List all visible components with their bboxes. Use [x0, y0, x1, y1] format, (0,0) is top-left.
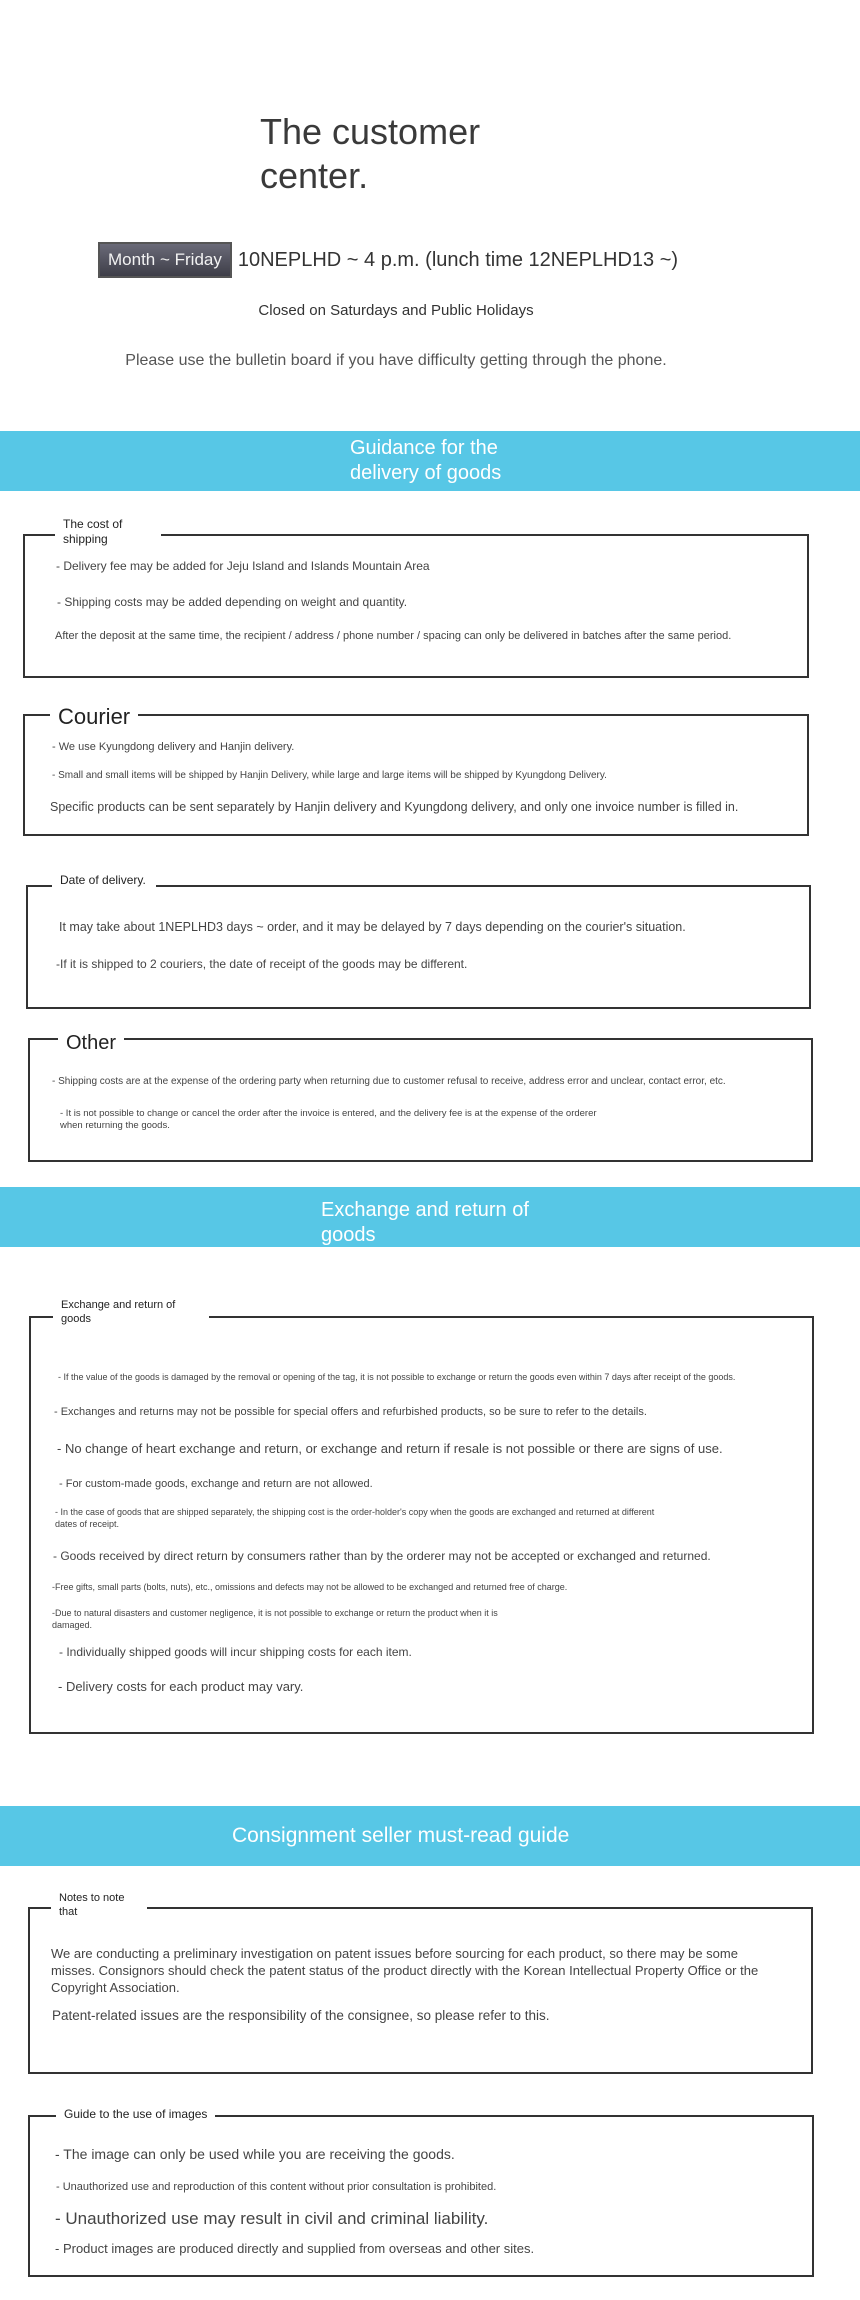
cost-line-3: After the deposit at the same time, the recipient / address / phone number / spacing can only be delivered in batches after the same period.: [55, 630, 732, 642]
exchange-label: Exchange and return of goods: [53, 1298, 209, 1326]
delivery-date-box: [26, 885, 811, 1009]
hours-text: 10NEPLHD ~ 4 p.m. (lunch time 12NEPLHD13 ~): [237, 248, 679, 271]
delivery-date-label: Date of delivery.: [52, 873, 156, 888]
exchange-line-7: -Free gifts, small parts (bolts, nuts), etc., omissions and defects may not be allowed to be exchanged and returned free of charge.: [52, 1582, 568, 1592]
exchange-line-4: - For custom-made goods, exchange and return are not allowed.: [59, 1478, 373, 1490]
notes-line-1: We are conducting a preliminary investigation on patent issues before sourcing for each product, so there may be some misses. Consignors should check the patent status of the product directly with the Korean Intellectual Property Office or the Copyright Association.: [51, 1946, 759, 1995]
exchange-line-9: - Individually shipped goods will incur shipping costs for each item.: [59, 1645, 412, 1659]
date-line-1: It may take about 1NEPLHD3 days ~ order, and it may be delayed by 7 days depending on the courier's situation.: [59, 920, 686, 934]
exchange-line-6: - Goods received by direct return by consumers rather than by the orderer may not be accepted or exchanged and returned.: [53, 1549, 711, 1563]
page-title: The customer center.: [260, 111, 481, 196]
delivery-banner: [0, 431, 860, 491]
images-line-3: - Unauthorized use may result in civil and criminal liability.: [55, 2209, 489, 2228]
other-line-2: - It is not possible to change or cancel the order after the invoice is entered, and the delivery fee is at the expense of the orderer when returning the goods.: [60, 1108, 597, 1131]
shipping-cost-label: The cost of shipping: [55, 517, 161, 547]
courier-line-1: - We use Kyungdong delivery and Hanjin delivery.: [52, 741, 295, 753]
other-box: [28, 1038, 813, 1162]
closed-notice: Closed on Saturdays and Public Holidays: [258, 302, 534, 319]
consignment-banner-title: Consignment seller must-read guide: [232, 1824, 570, 1847]
consignment-banner: [0, 1806, 860, 1866]
cost-line-1: - Delivery fee may be added for Jeju Island and Islands Mountain Area: [56, 559, 430, 573]
images-line-2: - Unauthorized use and reproduction of this content without prior consultation is prohibited.: [56, 2181, 497, 2193]
exchange-banner: [0, 1187, 860, 1247]
business-hours: [98, 242, 678, 278]
exchange-line-2: - Exchanges and returns may not be possible for special offers and refurbished products, so be sure to refer to the details.: [54, 1406, 647, 1418]
other-line-1: - Shipping costs are at the expense of the ordering party when returning due to customer refusal to receive, address error and unclear, contact error, etc.: [52, 1076, 726, 1087]
courier-line-3: Specific products can be sent separately by Hanjin delivery and Kyungdong delivery, and only one invoice number is filled in.: [50, 800, 739, 814]
exchange-line-8: -Due to natural disasters and customer negligence, it is not possible to exchange or return the product when it is damaged.: [52, 1608, 498, 1630]
images-label: Guide to the use of images: [56, 2107, 215, 2122]
weekday-badge: Month ~ Friday: [98, 242, 232, 278]
courier-label: Courier: [50, 704, 138, 730]
images-line-4: - Product images are produced directly and supplied from overseas and other sites.: [55, 2241, 535, 2256]
courier-line-2: - Small and small items will be shipped by Hanjin Delivery, while large and large items will be shipped by Kyungdong Delivery.: [52, 770, 607, 781]
delivery-banner-title: Guidance for the delivery of goods: [350, 437, 502, 484]
images-line-1: - The image can only be used while you are receiving the goods.: [55, 2146, 455, 2162]
exchange-line-5: - In the case of goods that are shipped separately, the shipping cost is the order-holder's copy when the goods are exchanged and returned at different dates of receipt.: [55, 1507, 655, 1529]
date-line-2: -If it is shipped to 2 couriers, the date of receipt of the goods may be different.: [56, 957, 468, 971]
exchange-banner-title: Exchange and return of goods: [321, 1199, 529, 1246]
cost-line-2: - Shipping costs may be added depending on weight and quantity.: [57, 595, 408, 609]
exchange-line-3: - No change of heart exchange and return, or exchange and return if resale is not possible or there are signs of use.: [57, 1441, 723, 1456]
exchange-line-10: - Delivery costs for each product may vary.: [58, 1679, 304, 1694]
notes-label: Notes to note that: [51, 1891, 147, 1919]
notes-line-2: Patent-related issues are the responsibility of the consignee, so please refer to this.: [52, 2008, 550, 2023]
bulletin-note: Please use the bulletin board if you have difficulty getting through the phone.: [125, 352, 667, 369]
exchange-line-1: - If the value of the goods is damaged by the removal or opening of the tag, it is not possible to exchange or return the goods even within 7 days after receipt of the goods.: [58, 1372, 736, 1382]
other-label: Other: [58, 1031, 124, 1055]
